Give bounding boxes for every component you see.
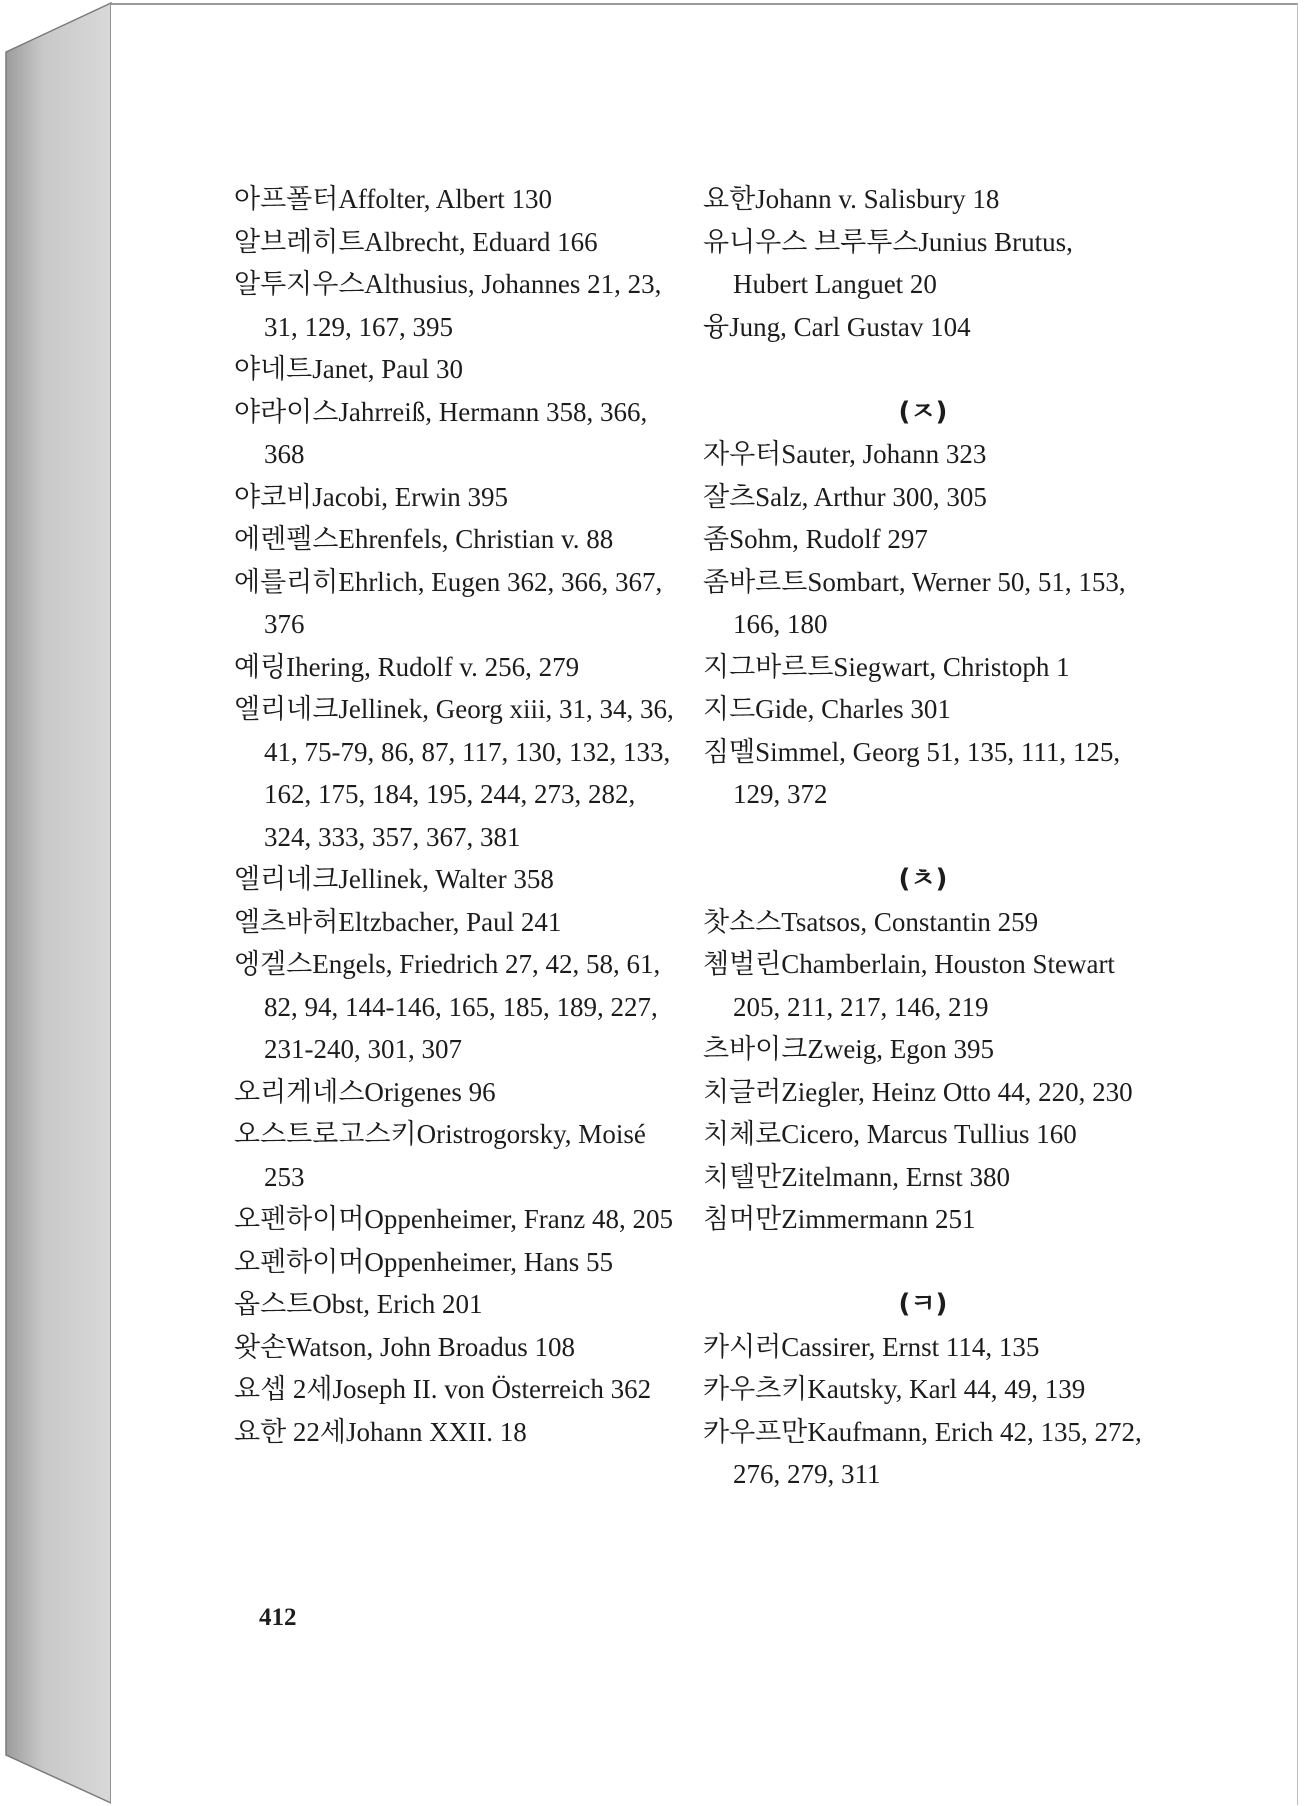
section-spacer <box>703 348 1143 391</box>
index-entry: 지드Gide, Charles 301 <box>703 694 951 724</box>
section-heading: (ㅋ) <box>898 1289 948 1319</box>
section-heading: (ㅈ) <box>898 396 948 427</box>
index-entry: 오리게네스Origenes 96 <box>234 1076 496 1107</box>
index-entry: 예링Ihering, Rudolf v. 256, 279 <box>234 651 580 682</box>
index-entry: 왓손Watson, John Broadus 108 <box>234 1331 575 1362</box>
index-entry: 알투지우스Althusius, Johannes 21, 23, 31, 129, 167, 395 <box>234 269 662 342</box>
index-entry: 짐멜Simmel, Georg 51, 135, 111, 125, 129, 372 <box>703 736 1121 809</box>
index-column-left <box>234 178 674 1453</box>
index-entry: 치텔만Zitelmann, Ernst 380 <box>703 1161 1010 1192</box>
index-entry: 야코비Jacobi, Erwin 395 <box>234 481 508 512</box>
index-column-right <box>703 178 1143 1496</box>
index-entry: 찻소스Tsatsos, Constantin 259 <box>703 906 1039 937</box>
page-number: 412 <box>259 1604 297 1631</box>
index-entry: 오펜하이머Oppenheimer, Franz 48, 205 <box>234 1204 673 1234</box>
index-entry: 치체로Cicero, Marcus Tullius 160 <box>703 1119 1077 1149</box>
index-entry: 좀바르트Sombart, Werner 50, 51, 153, 166, 180 <box>703 566 1126 639</box>
index-entry: 카우프만Kaufmann, Erich 42, 135, 272, 276, 279, 311 <box>703 1416 1142 1489</box>
index-entry: 오펜하이머Oppenheimer, Hans 55 <box>234 1246 614 1277</box>
index-entry: 잘츠Salz, Arthur 300, 305 <box>703 481 987 512</box>
index-entry: 야라이스Jahrreiß, Hermann 358, 366, 368 <box>234 396 648 469</box>
section-spacer <box>703 816 1143 859</box>
index-entry: 야네트Janet, Paul 30 <box>234 354 463 384</box>
index-entry: 아프폴터Affolter, Albert 130 <box>234 184 552 214</box>
index-entry: 요셉 2세Joseph II. von Österreich 362 <box>234 1374 652 1404</box>
index-entry: 엘츠바허Eltzbacher, Paul 241 <box>234 906 562 937</box>
index-entry: 츠바이크Zweig, Egon 395 <box>703 1034 995 1064</box>
index-entry: 치글러Ziegler, Heinz Otto 44, 220, 230 <box>703 1076 1133 1107</box>
index-entry: 알브레히트Albrecht, Eduard 166 <box>234 226 598 257</box>
index-entry: 옵스트Obst, Erich 201 <box>234 1289 483 1319</box>
index-entry: 요한 22세Johann XXII. 18 <box>234 1416 527 1447</box>
index-entry: 에렌펠스Ehrenfels, Christian v. 88 <box>234 524 614 554</box>
index-entry: 침머만Zimmermann 251 <box>703 1204 976 1234</box>
index-entry: 좀Sohm, Rudolf 297 <box>703 524 928 554</box>
section-heading: (ㅊ) <box>898 864 948 894</box>
index-entry: 자우터Sauter, Johann 323 <box>703 439 987 469</box>
index-entry: 오스트로고스키Oristrogorsky, Moisé 253 <box>234 1119 646 1192</box>
index-entry: 카우츠키Kautsky, Karl 44, 49, 139 <box>703 1374 1086 1404</box>
index-entry: 엘리네크Jellinek, Walter 358 <box>234 864 554 894</box>
index-entry: 지그바르트Siegwart, Christoph 1 <box>703 651 1070 682</box>
index-entry: 요한Johann v. Salisbury 18 <box>703 184 1000 214</box>
index-entry: 엥겔스Engels, Friedrich 27, 42, 58, 61, 82, 94, 144-146, 165, 185, 189, 227, 231-240, 301, 307 <box>234 949 661 1064</box>
index-entry: 유니우스 브루투스Junius Brutus, Hubert Languet 20 <box>703 226 1073 299</box>
index-entry: 엘리네크Jellinek, Georg xiii, 31, 34, 36, 41, 75-79, 86, 87, 117, 130, 132, 133, 162, 175, 184, 195, 244, 273, 282, 324, 333, 357, 367, 381 <box>234 694 674 852</box>
index-entry: 에를리히Ehrlich, Eugen 362, 366, 367, 376 <box>234 566 663 639</box>
section-spacer <box>703 1241 1143 1284</box>
index-entry: 쳄벌린Chamberlain, Houston Stewart 205, 211, 217, 146, 219 <box>703 949 1115 1022</box>
index-entry: 융Jung, Carl Gustav 104 <box>703 311 971 342</box>
index-entry: 카시러Cassirer, Ernst 114, 135 <box>703 1331 1040 1362</box>
